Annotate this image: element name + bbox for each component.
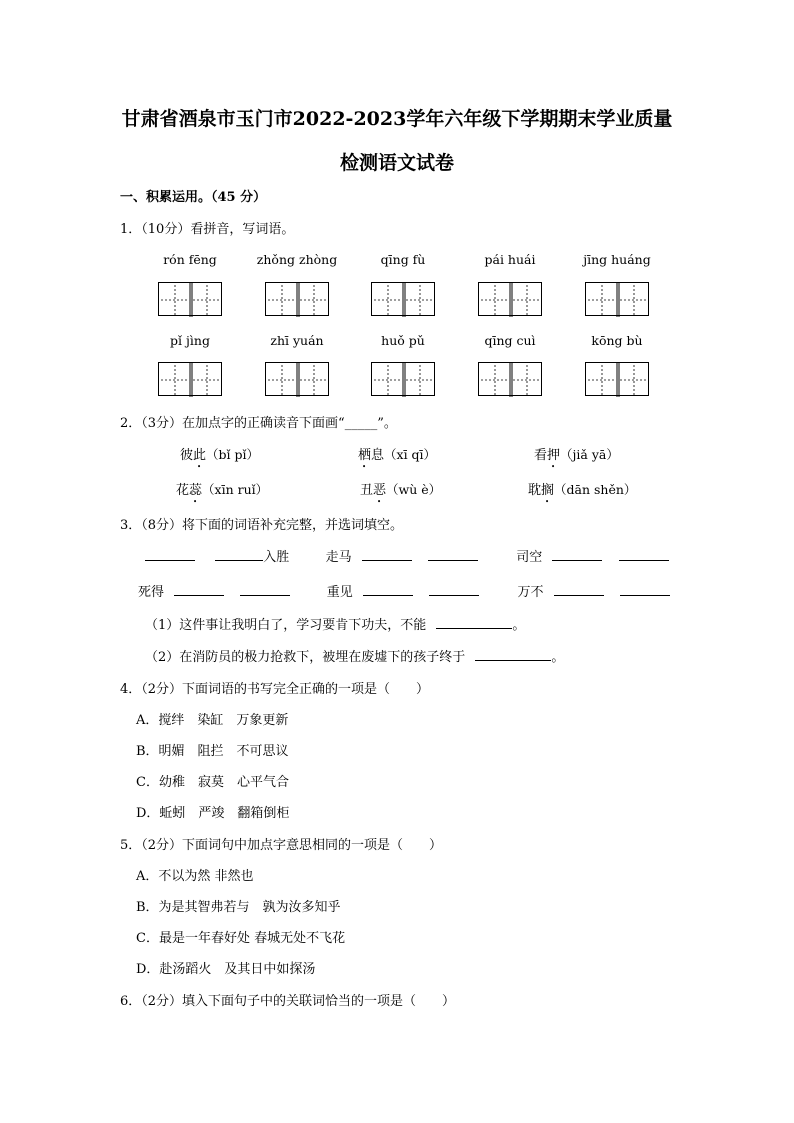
section-heading: 一、积累运用。（45 分） [120, 190, 267, 205]
word-char: 耽 [528, 483, 542, 498]
q5-option-d[interactable]: D．赴汤蹈火 及其日中如探汤 [136, 962, 316, 977]
dotted-char: 押 [547, 448, 561, 463]
question-6-stem: 6．（2分）填入下面句子中的关联词恰当的一项是（ ） [120, 994, 456, 1009]
idiom-blank[interactable] [174, 583, 224, 596]
q5-option-b[interactable]: B．为是其智弗若与 孰为汝多知乎 [136, 900, 341, 915]
pinyin-label: jīng huáng [583, 252, 651, 267]
reading-choice-item [528, 479, 636, 506]
idiom-blank[interactable] [362, 548, 412, 561]
pinyin-options[interactable]: （xī qī） [384, 447, 437, 462]
pinyin-label: pái huái [484, 252, 536, 267]
idiom-word-2: 走马 [325, 550, 352, 565]
idiom-blank[interactable] [215, 548, 263, 561]
word-char: 彼 [180, 448, 194, 463]
idiom-blank[interactable] [620, 583, 670, 596]
writing-grid-box[interactable] [371, 282, 435, 316]
fill-sentence-1-end: 。 [512, 618, 526, 633]
exam-title-line2: 检测语文试卷 [339, 152, 454, 174]
q4-option-c[interactable]: C．幼稚 寂莫 心平气合 [136, 775, 289, 790]
q4-option-a[interactable]: A．搅绊 染缸 万象更新 [136, 713, 289, 728]
idiom-blank[interactable] [145, 548, 195, 561]
writing-grid-box[interactable] [478, 362, 542, 396]
sentence-blank[interactable] [436, 616, 512, 629]
pinyin-label: qīng cuì [484, 333, 536, 348]
pinyin-options[interactable]: （xīn ruǐ） [202, 482, 269, 497]
writing-grid-box[interactable] [585, 282, 649, 316]
idiom-word-1: 入胜 [263, 550, 290, 565]
dotted-char: 恶 [373, 483, 387, 498]
pinyin-label: pǐ jìng [170, 333, 210, 348]
question-3-stem: 3．（8分）将下面的词语补充完整，并选词填空。 [120, 518, 404, 533]
question-4-stem: 4．（2分）下面词语的书写完全正确的一项是（ ） [120, 682, 430, 697]
idiom-word-5: 重见 [326, 585, 353, 600]
dotted-char: 此 [193, 448, 207, 463]
fill-sentence-2-text: （2）在消防员的极力抢救下，被埋在废墟下的孩子终于 [145, 650, 466, 665]
idiom-blank[interactable] [428, 548, 478, 561]
dotted-char: 搁 [541, 483, 555, 498]
pinyin-label: huǒ pǔ [381, 333, 425, 348]
writing-grid-box[interactable] [371, 362, 435, 396]
writing-grid-box[interactable] [585, 362, 649, 396]
idiom-blank[interactable] [619, 548, 669, 561]
writing-grid-box[interactable] [265, 282, 329, 316]
reading-choice-item [358, 444, 436, 471]
writing-grid-box[interactable] [158, 362, 222, 396]
question-2-stem: 2．（3分）在加点字的正确读音下面画“_____”。 [120, 416, 397, 431]
idiom-blank[interactable] [240, 583, 290, 596]
idiom-row-2 [138, 581, 670, 600]
idiom-blank[interactable] [429, 583, 479, 596]
pinyin-label: rón fēng [163, 252, 217, 267]
reading-choice-item [176, 479, 268, 506]
question-1-stem: 1．（10分）看拼音，写词语。 [120, 222, 295, 237]
word-char: 丑 [360, 483, 374, 498]
word-char: 看 [534, 448, 548, 463]
pinyin-label: qīng fù [380, 252, 426, 267]
dotted-char: 蕊 [189, 483, 203, 498]
idiom-word-6: 万不 [517, 585, 544, 600]
dotted-char: 栖 [358, 448, 372, 463]
word-char: 息 [371, 448, 385, 463]
q5-option-a[interactable]: A．不以为然 非然也 [136, 869, 254, 884]
idiom-blank[interactable] [554, 583, 604, 596]
q4-option-b[interactable]: B．明媚 阻拦 不可思议 [136, 744, 289, 759]
pinyin-label: zhǒng zhòng [256, 252, 338, 267]
exam-title-line1: 甘肃省酒泉市玉门市2022-2023学年六年级下学期期末学业质量 [121, 108, 673, 130]
writing-grid-box[interactable] [158, 282, 222, 316]
reading-choice-item [360, 479, 441, 506]
writing-grid-box[interactable] [265, 362, 329, 396]
q4-option-d[interactable]: D．蚯蚓 严竣 翻箱倒柜 [136, 806, 290, 821]
sentence-blank[interactable] [475, 648, 551, 661]
word-char: 花 [176, 483, 190, 498]
pinyin-options[interactable]: （jiǎ yā） [560, 447, 619, 462]
reading-choice-item [180, 444, 259, 471]
idiom-word-4: 死得 [138, 585, 165, 600]
question-5-stem: 5．（2分）下面词句中加点字意思相同的一项是（ ） [120, 838, 443, 853]
idiom-row-1 [145, 546, 669, 565]
fill-sentence-1 [145, 614, 525, 633]
idiom-word-3: 司空 [516, 550, 543, 565]
fill-sentence-1-text: （1）这件事让我明白了，学习要肯下功夫，不能 [145, 618, 427, 633]
writing-grid-box[interactable] [478, 282, 542, 316]
pinyin-options[interactable]: （wù è） [386, 482, 442, 497]
idiom-blank[interactable] [363, 583, 413, 596]
fill-sentence-2-end: 。 [551, 650, 565, 665]
idiom-blank[interactable] [552, 548, 602, 561]
pinyin-options[interactable]: （dān shěn） [554, 482, 637, 497]
reading-choice-item [534, 444, 619, 471]
fill-sentence-2 [145, 646, 564, 665]
pinyin-label: kōng bù [591, 333, 643, 348]
q5-option-c[interactable]: C．最是一年春好处 春城无处不飞花 [136, 931, 346, 946]
pinyin-options[interactable]: （bǐ pǐ） [206, 447, 260, 462]
pinyin-label: zhī yuán [270, 333, 324, 348]
